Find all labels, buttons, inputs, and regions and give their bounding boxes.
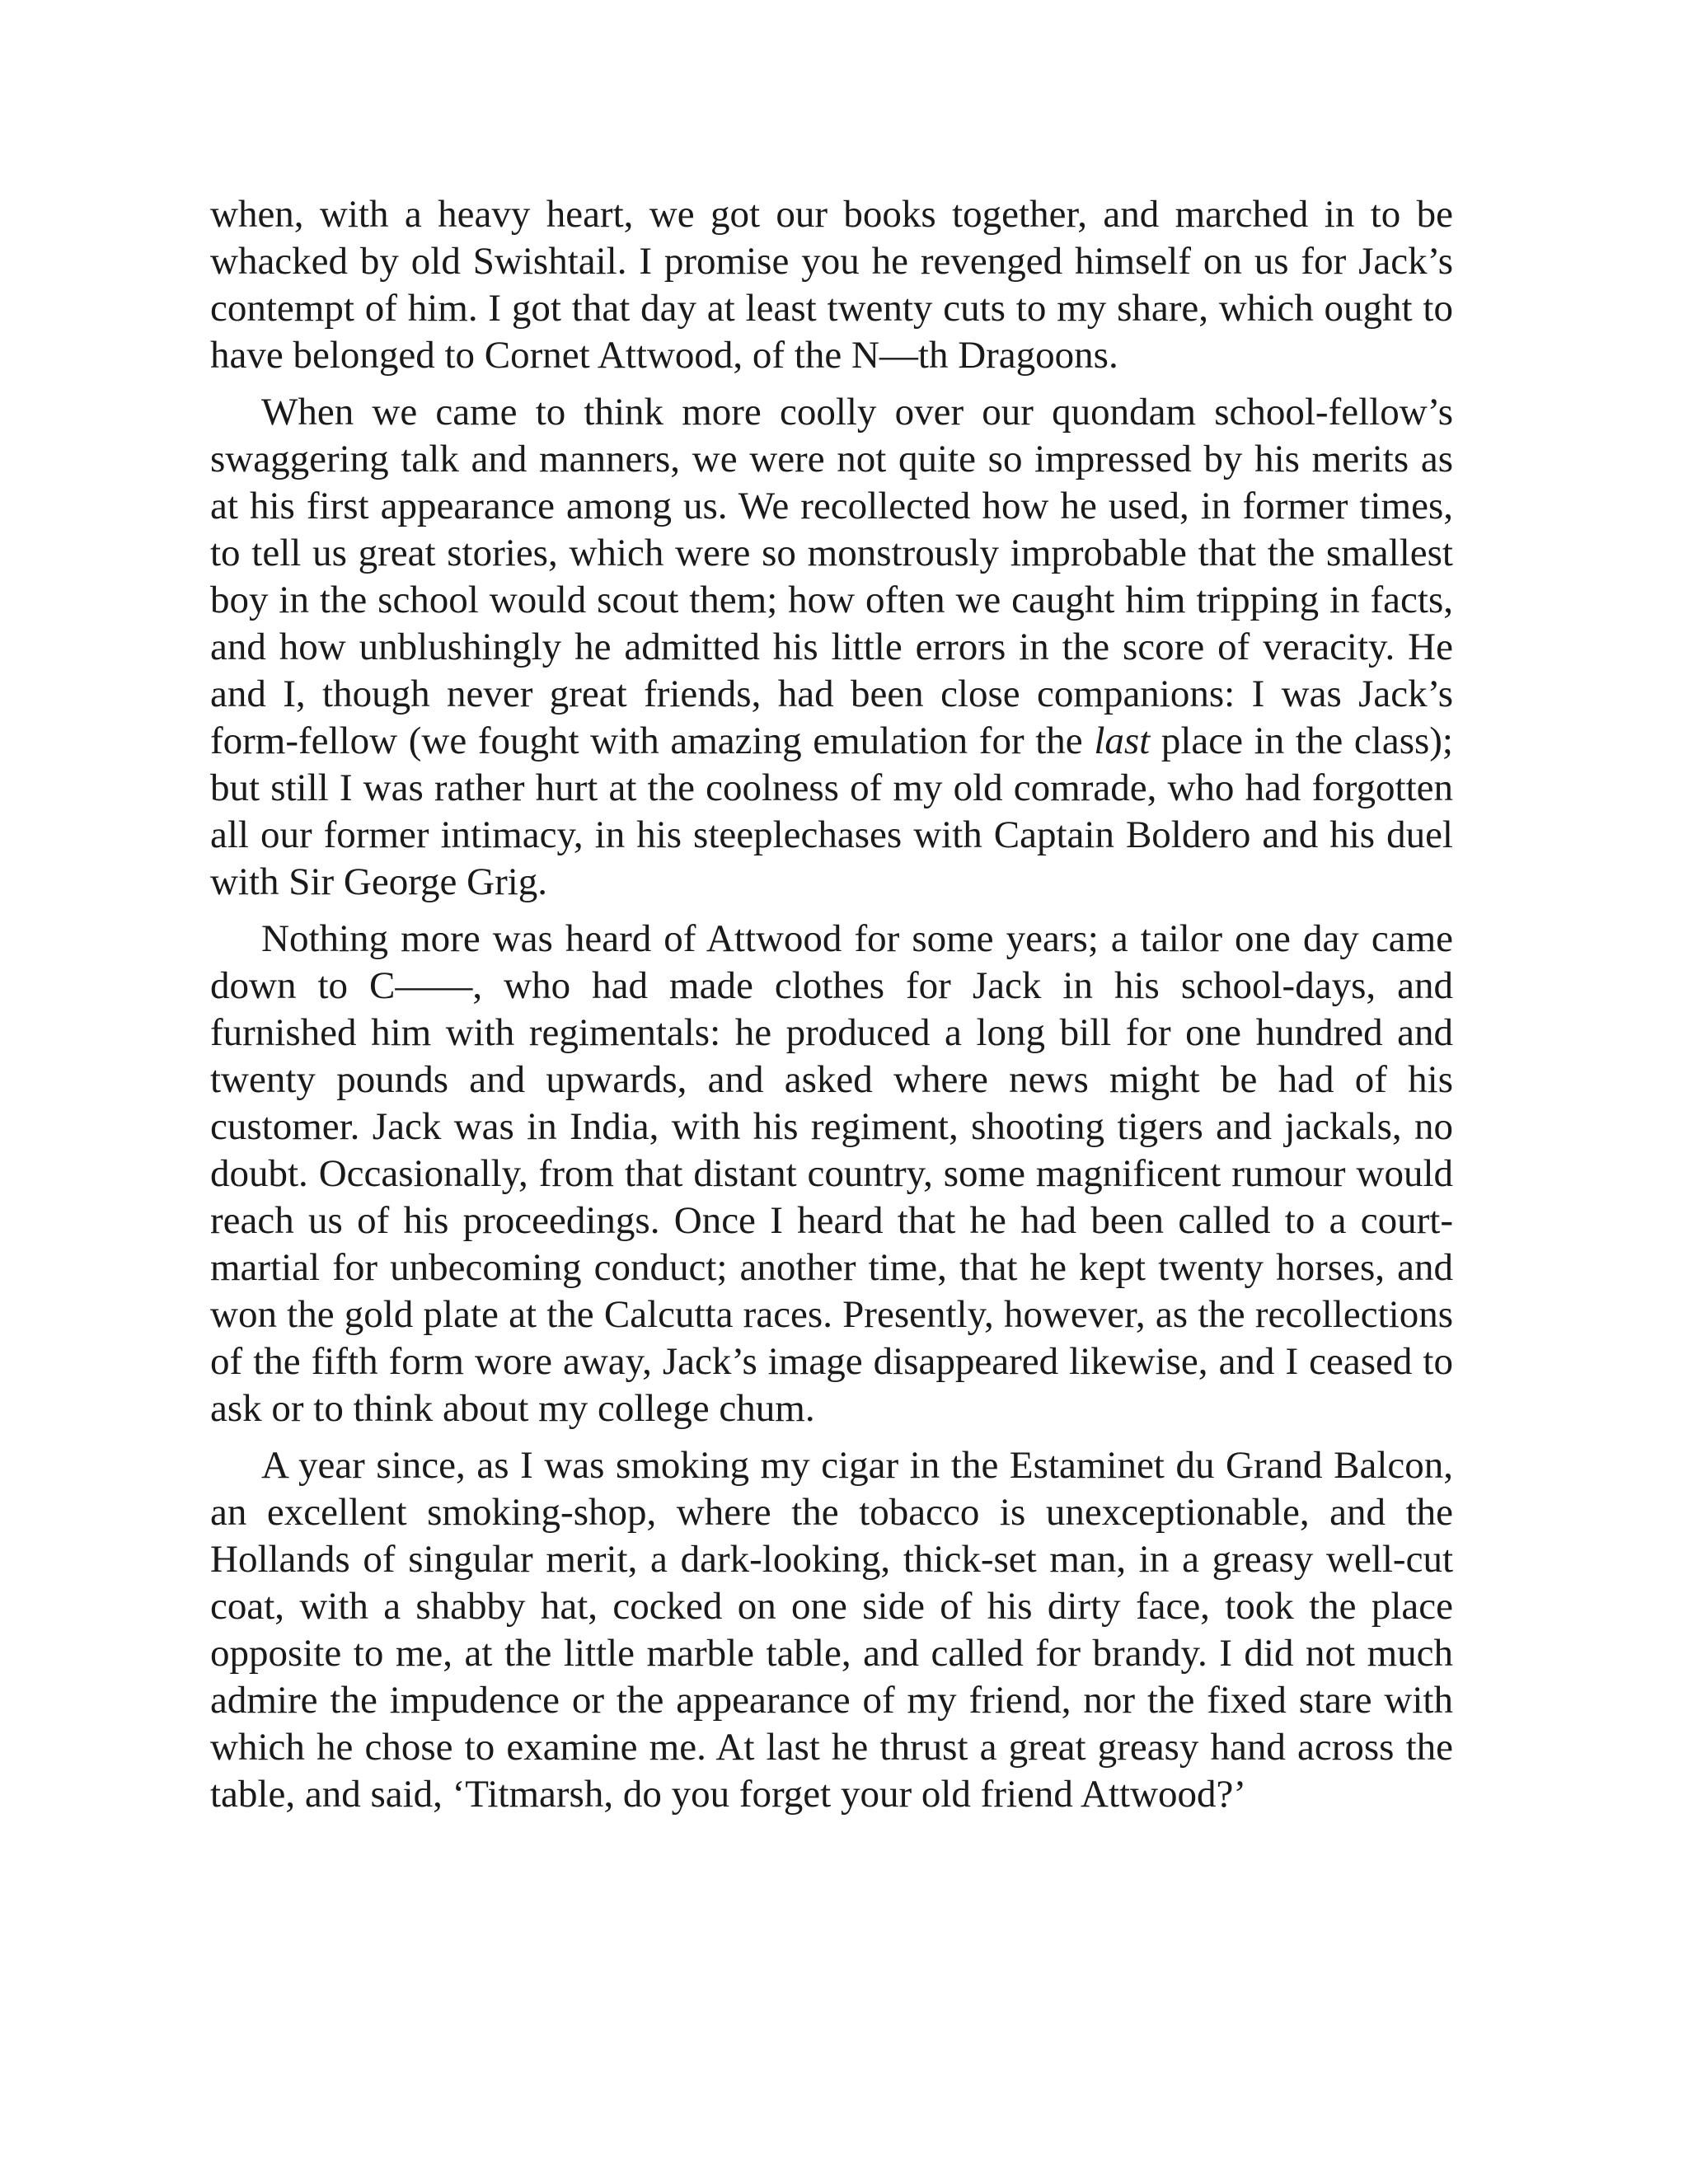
paragraph-3 [210,916,1453,1432]
paragraph-4 [210,1442,1453,1818]
paragraph-1-text: when, with a heavy heart, we got our books together, and marched in to be whacked by old Swishtail. I promise you he revenged himself on us for Jack’s contempt of him. I got that day at least twenty cuts to my share, which ought to have belonged to Cornet Attwood, of the N—th Dragoons. [210,193,1453,377]
paragraph-2-text-b: place in the class); but still I was rather hurt at the coolness of my old comrade, who had forgotten all our former intimacy, in his steeplechases with Captain Boldero and his duel with Sir George Grig. [210,719,1453,903]
paragraph-2 [210,389,1453,906]
paragraph-4-text: A year since, as I was smoking my cigar in the Estaminet du Grand Balcon, an excellent smoking-shop, where the tobacco is unexceptionable, and the Hollands of singular merit, a dark-looking, thick-set man, in a greasy well-cut coat, with a shabby hat, cocked on one side of his dirty face, took the place opposite to me, at the little marble table, and called for brandy. I did not much admire the impudence or the appearance of my friend, nor the fixed stare with which he chose to examine me. At last he thrust a great greasy hand across the table, and said, ‘Titmarsh, do you forget your old friend Attwood?’ [210,1444,1453,1816]
paragraph-2-italic-last: last [1094,719,1151,762]
paragraph-3-text: Nothing more was heard of Attwood for some years; a tailor one day came down to C——, who had made clothes for Jack in his school-days, and furnished him with regimentals: he produced a long bill for one hundred and twenty pounds and upwards, and asked where news might be had of his customer. Jack was in India, with his regiment, shooting tigers and jackals, no doubt. Occasionally, from that distant country, some magnificent rumour would reach us of his proceedings. Once I heard that he had been called to a court-martial for unbecoming conduct; another time, that he kept twenty horses, and won the gold plate at the Calcutta races. Presently, however, as the recollections of the fifth form wore away, Jack’s image disappeared likewise, and I ceased to ask or to think about my college chum. [210,917,1453,1430]
paragraph-2-text-a: When we came to think more coolly over our quondam school-fellow’s swaggering talk and manners, we were not quite so impressed by his merits as at his first appearance among us. We recollected how he used, in former times, to tell us great stories, which were so monstrously improbable that the smallest boy in the school would scout them; how often we caught him tripping in facts, and how unblushingly he admitted his little errors in the score of veracity. He and I, though never great friends, had been close companions: I was Jack’s form-fellow (we fought with amazing emulation for the [210,391,1453,762]
body-text [210,191,1453,1828]
paragraph-1 [210,191,1453,379]
